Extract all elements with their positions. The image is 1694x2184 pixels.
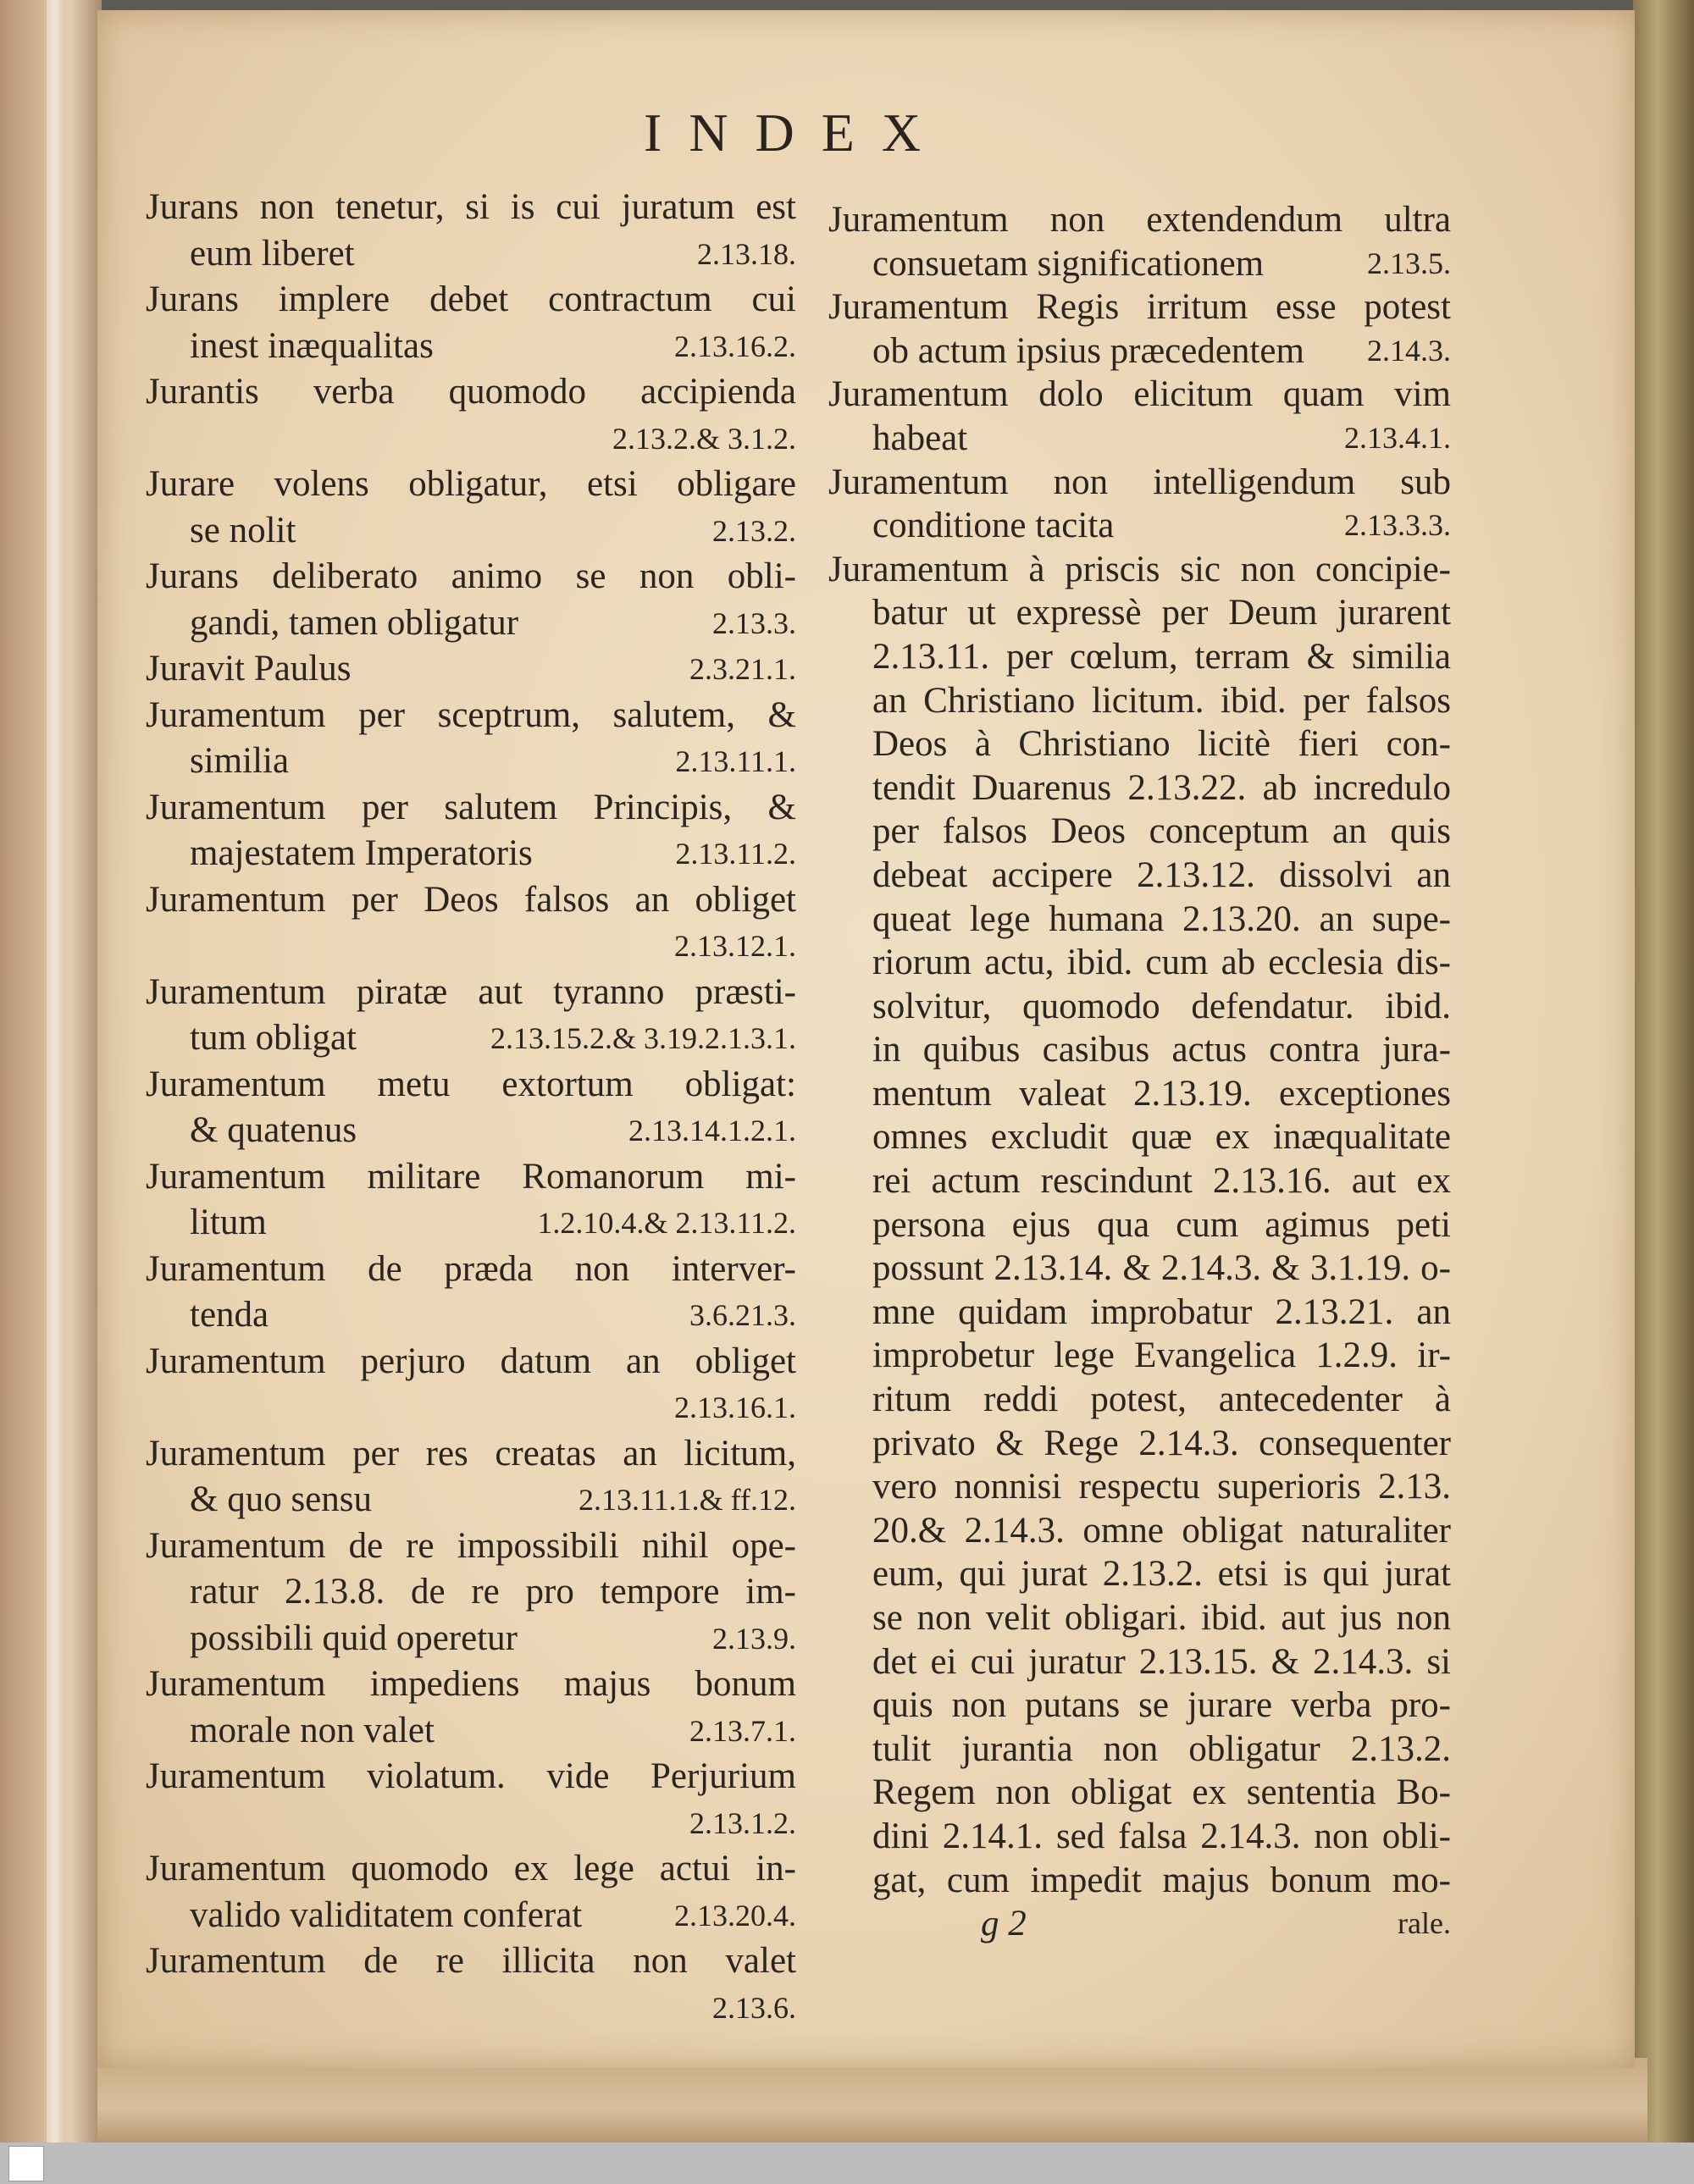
index-line (828, 941, 1451, 985)
index-entry-text: se nolit (190, 510, 296, 550)
index-entry-text: eum liberet (190, 233, 355, 274)
index-entry-text: 20.& 2.14.3. omne obligat naturaliter (872, 1510, 1451, 1551)
index-reference: 2.3.21.1. (689, 652, 796, 686)
index-line (146, 1938, 796, 1985)
index-line (146, 554, 796, 600)
index-line (146, 1200, 796, 1247)
index-entry-text: eum, qui jurat 2.13.2. etsi is qui jurat (872, 1554, 1451, 1595)
index-line (146, 185, 796, 231)
index-entry-text: ratur 2.13.8. de re pro tempore im- (190, 1572, 796, 1612)
index-line (828, 1815, 1451, 1859)
index-reference: 2.13.6. (712, 1990, 796, 2025)
index-entry-text: gat, cum impedit majus bonum mo- (872, 1860, 1451, 1900)
index-reference: 2.13.3. (712, 605, 796, 640)
library-logo (8, 2146, 44, 2181)
index-reference: 2.13.11.2. (675, 837, 796, 871)
index-line (146, 1708, 796, 1755)
index-line (146, 416, 796, 462)
index-entry-text: possunt 2.13.14. & 2.14.3. & 3.1.19. o- (872, 1248, 1451, 1289)
index-line (828, 766, 1451, 810)
index-entry-text: improbetur lege Evangelica 1.2.9. ir- (872, 1335, 1451, 1376)
index-reference: 2.13.1.2. (689, 1805, 796, 1840)
index-entry-text: Juramentum violatum. vide Perjurium (146, 1756, 796, 1796)
index-line (146, 693, 796, 739)
index-entry-text: Deos à Christiano licitè fieri con- (872, 724, 1451, 765)
index-line (146, 1800, 796, 1847)
index-entry-text: Juramentum non extendendum ultra (828, 200, 1451, 240)
index-entry-text: & quo sensu (190, 1479, 372, 1519)
index-line (828, 242, 1451, 286)
index-entry-text: tum obligat (190, 1018, 357, 1058)
index-line (828, 1334, 1451, 1378)
index-entry-text: Juravit Paulus (146, 649, 352, 688)
index-entry-text: valido validitatem conferat (190, 1894, 583, 1935)
index-line (146, 1569, 796, 1616)
index-entry-text: ritum reddi potest, antecedenter à (872, 1380, 1451, 1420)
index-line (146, 1385, 796, 1431)
index-line (146, 1477, 796, 1523)
index-entry-text: Jurantis verba quomodo accipienda (146, 372, 796, 412)
page-fold (47, 0, 65, 2143)
index-line (828, 1509, 1451, 1553)
index-line (146, 1431, 796, 1478)
index-line (828, 1291, 1451, 1335)
index-line (828, 985, 1451, 1029)
index-line (146, 831, 796, 877)
index-reference: 2.14.3. (1367, 333, 1451, 368)
index-entry-text: Regem non obligat ex sententia Bo- (872, 1772, 1451, 1813)
index-entry-text: similia (190, 741, 290, 781)
index-entry-text: vero nonnisi respectu superioris 2.13. (872, 1467, 1451, 1507)
index-entry-text: mne quidam improbatur 2.13.21. an (872, 1291, 1451, 1332)
index-line (146, 1893, 796, 1939)
index-column-left (146, 185, 796, 2031)
index-line (828, 329, 1451, 373)
index-line (146, 600, 796, 647)
index-line (146, 1754, 796, 1800)
index-entry-text: Juramentum per Deos falsos an obliget (146, 879, 796, 920)
index-entry-text: majestatem Imperatoris (190, 833, 533, 873)
index-reference: 1.2.10.4.& 2.13.11.2. (537, 1206, 796, 1240)
index-line (828, 461, 1451, 505)
index-entry-text: ob actum ipsius præcedentem (872, 330, 1304, 371)
index-entry-text: riorum actu, ibid. cum ab ecclesia dis- (872, 943, 1451, 983)
index-line (146, 508, 796, 555)
index-entry-text: habeat (872, 417, 968, 458)
index-line (828, 810, 1451, 854)
index-entry-text: Juramentum per salutem Principis, & (146, 787, 796, 827)
index-reference: 2.13.3.3. (1344, 508, 1451, 543)
index-entry-text: rei actum rescindunt 2.13.16. aut ex (872, 1161, 1451, 1202)
index-reference: 2.13.11.1.& ff.12. (579, 1483, 796, 1517)
index-entry-text: Juramentum non intelligendum sub (828, 462, 1451, 502)
index-entry-text: se non velit obligari. ibid. aut jus non (872, 1598, 1451, 1638)
page-stack-edge (97, 2058, 1647, 2143)
index-line (146, 877, 796, 924)
index-entry-text: tendit Duarenus 2.13.22. ab incredulo (872, 767, 1451, 808)
index-entry-text: batur ut expressè per Deum jurarent (872, 593, 1451, 633)
index-entry-text: Juramentum militare Romanorum mi- (146, 1156, 796, 1197)
signature-mark: g 2 (981, 1904, 1027, 1944)
index-line (828, 1684, 1451, 1728)
index-line (828, 722, 1451, 766)
index-entry-text: litum (190, 1203, 267, 1242)
index-line (828, 591, 1451, 635)
index-line (146, 1247, 796, 1293)
index-line (146, 1616, 796, 1662)
book-cover-edge (1633, 0, 1694, 2143)
index-line (828, 898, 1451, 942)
index-line (828, 1247, 1451, 1291)
index-reference: 2.13.16.2. (674, 329, 796, 363)
index-entry-text: Juramentum piratæ aut tyranno præsti- (146, 971, 796, 1012)
index-reference: 2.13.9. (712, 1621, 796, 1656)
index-entry-text: gandi, tamen obligatur (190, 602, 519, 643)
index-line (828, 198, 1451, 242)
index-entry-text: Juramentum de præda non interver- (146, 1248, 796, 1289)
index-entry-text: queat lege humana 2.13.20. an supe- (872, 898, 1451, 939)
index-line (146, 369, 796, 416)
index-line (146, 1661, 796, 1708)
index-entry-text: Juramentum quomodo ex lege actui in- (146, 1849, 796, 1888)
index-line (146, 323, 796, 370)
index-entry-text: Juramentum impediens majus bonum (146, 1664, 796, 1704)
index-line (146, 1062, 796, 1109)
index-reference: 2.13.4.1. (1344, 420, 1451, 455)
index-entry-text: tenda (190, 1295, 269, 1335)
index-line (828, 1115, 1451, 1159)
index-reference: 2.13.5. (1367, 246, 1451, 280)
index-line (146, 1154, 796, 1201)
index-entry-text: Juramentum per sceptrum, salutem, & (146, 694, 796, 735)
index-entry-text: omnes excludit quæ ex inæqualitate (872, 1117, 1451, 1158)
index-reference: 2.13.7.1. (689, 1713, 796, 1748)
index-entry-text: in quibus casibus actus contra jura- (872, 1030, 1451, 1070)
index-line (146, 1015, 796, 1062)
index-line (828, 1465, 1451, 1509)
catchword: rale. (1398, 1906, 1451, 1941)
index-column-right (828, 198, 1451, 1946)
index-entry-text: debeat accipere 2.13.12. dissolvi an (872, 854, 1451, 895)
index-entry-text: Juramentum dolo elicitum quam vim (828, 374, 1451, 415)
index-line (828, 1072, 1451, 1116)
index-reference: 2.13.12.1. (674, 929, 796, 963)
index-line (146, 923, 796, 970)
index-line (828, 548, 1451, 592)
index-entry-text: Juramentum metu extortum obligat: (146, 1064, 796, 1104)
page-title: INDEX (644, 102, 949, 163)
index-line (146, 231, 796, 278)
index-line (146, 462, 796, 508)
index-line (146, 646, 796, 693)
adjacent-page-edge (0, 0, 102, 2143)
index-entry-text: inest inæqualitas (190, 325, 434, 366)
index-line (146, 970, 796, 1016)
index-line (828, 1902, 1451, 1946)
index-entry-text: conditione tacita (872, 506, 1115, 546)
index-entry-text: solvitur, quomodo defendatur. ibid. (872, 986, 1451, 1026)
index-entry-text: quis non putans se jurare verba pro- (872, 1685, 1451, 1726)
index-line (828, 1596, 1451, 1640)
index-entry-text: Juramentum per res creatas an licitum, (146, 1433, 796, 1474)
index-line (828, 1640, 1451, 1684)
index-entry-text: per falsos Deos conceptum an quis (872, 811, 1451, 852)
index-reference: 2.13.14.1.2.1. (628, 1114, 796, 1147)
index-line (828, 1159, 1451, 1203)
index-reference: 2.13.11.1. (675, 744, 796, 778)
index-line (828, 854, 1451, 898)
index-line (828, 285, 1451, 329)
index-entry-text: det ei cui juratur 2.13.15. & 2.14.3. si (872, 1641, 1451, 1682)
index-reference: 2.13.15.2.& 3.19.2.1.3.1. (490, 1021, 796, 1055)
index-line (146, 738, 796, 785)
index-line (828, 1728, 1451, 1772)
index-entry-text: privato & Rege 2.14.3. consequenter (872, 1423, 1451, 1463)
index-line (828, 1552, 1451, 1596)
index-line (828, 373, 1451, 417)
index-entry-text: Juramentum de re impossibili nihil ope- (146, 1525, 796, 1566)
index-entry-text: consuetam significationem (872, 243, 1265, 284)
scanner-footer-bar (0, 2143, 1694, 2184)
index-reference: 2.13.16.1. (674, 1391, 796, 1424)
index-line (828, 635, 1451, 679)
index-entry-text: Juramentum à priscis sic non concipie- (828, 549, 1451, 589)
index-line (828, 1028, 1451, 1072)
index-entry-text: dini 2.14.1. sed falsa 2.14.3. non obli- (872, 1816, 1451, 1856)
index-entry-text: tulit jurantia non obligatur 2.13.2. (872, 1728, 1451, 1769)
index-line (828, 504, 1451, 548)
index-entry-text: Juramentum perjuro datum an obliget (146, 1341, 796, 1381)
index-line (828, 1859, 1451, 1903)
index-line (146, 277, 796, 323)
index-line (828, 1378, 1451, 1422)
index-entry-text: & quatenus (190, 1110, 357, 1150)
index-reference: 2.13.20.4. (674, 1898, 796, 1932)
index-entry-text: mentum valeat 2.13.19. exceptiones (872, 1073, 1451, 1114)
index-line (146, 785, 796, 832)
index-line (146, 1985, 796, 2032)
index-entry-text: an Christiano licitum. ibid. per falsos (872, 680, 1451, 721)
index-entry-text: possibili quid operetur (190, 1617, 518, 1658)
index-entry-text: morale non valet (190, 1710, 435, 1750)
index-entry-text: Jurare volens obligatur, etsi obligare (146, 464, 796, 504)
index-line (146, 1339, 796, 1385)
index-reference: 2.13.2. (712, 513, 796, 548)
index-line (146, 1292, 796, 1339)
index-entry-text: Jurans deliberato animo se non obli- (146, 556, 796, 596)
index-line (828, 679, 1451, 723)
index-reference: 2.13.18. (697, 236, 796, 271)
index-line (828, 417, 1451, 461)
index-line (828, 1203, 1451, 1247)
index-line (146, 1108, 796, 1154)
index-line (828, 1771, 1451, 1815)
index-reference: 2.13.2.& 3.1.2. (612, 421, 796, 456)
index-entry-text: Juramentum Regis irritum esse potest (828, 287, 1451, 328)
index-entry-text: Jurans implere debet contractum cui (146, 279, 796, 319)
index-entry-text: Juramentum de re illicita non valet (146, 1941, 796, 1981)
index-entry-text: Jurans non tenetur, si is cui juratum est (146, 187, 796, 227)
index-line (146, 1523, 796, 1570)
index-reference: 3.6.21.3. (689, 1298, 796, 1332)
index-entry-text: persona ejus qua cum agimus peti (872, 1204, 1451, 1245)
index-line (828, 1422, 1451, 1466)
index-entry-text: 2.13.11. per cœlum, terram & similia (872, 636, 1451, 677)
index-line (146, 1846, 796, 1893)
